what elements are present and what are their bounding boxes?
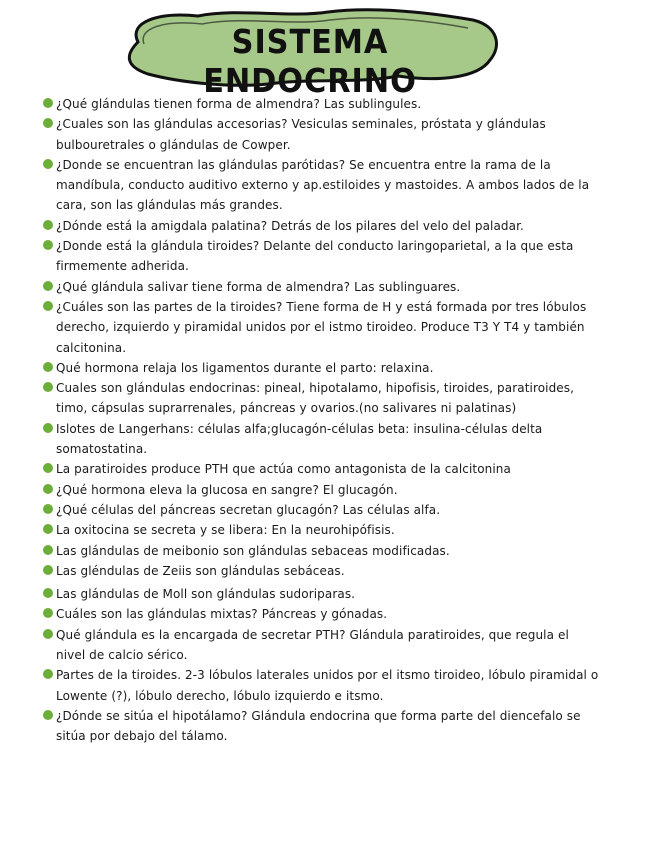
list-item <box>40 604 600 624</box>
note-text: Qué hormona relaja los ligamentos durante el parto: relaxina. <box>56 360 434 375</box>
bullet-dot-icon <box>43 220 53 230</box>
list-item <box>40 625 600 666</box>
bullet-dot-icon <box>43 423 53 433</box>
list-item <box>40 297 600 358</box>
note-text: ¿Dónde se sitúa el hipotálamo? Glándula endocrina que forma parte del diencefalo se sitúa por debajo del tálamo. <box>56 708 581 744</box>
bullet-dot-icon <box>43 608 53 618</box>
bullet-dot-icon <box>43 710 53 720</box>
note-text: Partes de la tiroides. 2-3 lóbulos laterales unidos por el itsmo tiroideo, lóbulo piramidal o Lowente (?), lóbulo derecho, lóbulo izquierdo e itsmo. <box>56 668 599 703</box>
list-item <box>40 706 600 747</box>
bullet-dot-icon <box>43 524 53 534</box>
bullet-dot-icon <box>43 588 53 598</box>
list-item <box>40 94 600 114</box>
list-item <box>40 277 600 297</box>
note-text: ¿Qué glándulas tienen forma de almendra? Las sublingules. <box>56 97 422 111</box>
list-item <box>40 520 600 540</box>
bullet-dot-icon <box>43 629 53 639</box>
bullet-dot-icon <box>43 301 53 311</box>
list-item <box>40 216 600 236</box>
bullet-dot-icon <box>43 281 53 291</box>
note-text: Las glándulas de meibonio son glándulas sebaceas modificadas. <box>56 543 450 558</box>
list-item <box>40 665 600 706</box>
note-text: ¿Donde se encuentran las glándulas parótidas? Se encuentra entre la rama de la mandíbula, conducto auditivo externo y ap.estiloides y mastoides. A ambos lados de la cara, son las glándulas más grandes. <box>56 157 590 213</box>
note-text: Qué glándula es la encargada de secretar PTH? Glándula paratiroides, que regula el nivel de calcio sérico. <box>56 627 569 663</box>
note-text: ¿Qué glándula salivar tiene forma de almendra? Las sublinguares. <box>56 279 461 294</box>
note-text: La paratiroides produce PTH que actúa como antagonista de la calcitonina <box>56 462 511 477</box>
list-item <box>40 114 600 155</box>
note-text: Cuáles son las glándulas mixtas? Páncreas y gónadas. <box>56 607 388 622</box>
list-item <box>40 155 600 216</box>
list-item <box>40 541 600 561</box>
list-item <box>40 378 600 419</box>
list-item <box>40 584 600 604</box>
list-item <box>40 500 600 520</box>
bullet-dot-icon <box>43 362 53 372</box>
bullet-dot-icon <box>43 240 53 250</box>
list-item <box>40 561 600 581</box>
bullet-dot-icon <box>43 484 53 494</box>
list-item <box>40 358 600 378</box>
note-text: ¿Cuáles son las partes de la tiroides? Tiene forma de H y está formada por tres lóbulos derecho, izquierdo y piramidal unidos por el istmo tiroideo. Produce T3 Y T4 y también calcitonina. <box>56 299 587 355</box>
note-text: ¿Qué hormona eleva la glucosa en sangre? El glucagón. <box>56 482 398 497</box>
bullet-dot-icon <box>43 159 53 169</box>
list-item <box>40 236 600 277</box>
bullet-dot-icon <box>43 565 53 575</box>
list-item <box>40 480 600 500</box>
note-text: ¿Cuales son las glándulas accesorias? Vesiculas seminales, próstata y glándulas bulbouretrales o glándulas de Cowper. <box>56 117 546 152</box>
notes-list <box>40 94 600 747</box>
note-text: ¿Qué células del páncreas secretan glucagón? Las células alfa. <box>56 502 441 517</box>
note-text: Las glándulas de Moll son glándulas sudoriparas. <box>56 587 356 602</box>
bullet-dot-icon <box>43 545 53 555</box>
bullet-dot-icon <box>43 382 53 392</box>
list-item <box>40 459 600 479</box>
title-banner <box>118 4 502 100</box>
note-text: ¿Dónde está la amigdala palatina? Detrás de los pilares del velo del paladar. <box>56 218 524 233</box>
note-text: La oxitocina se secreta y se libera: En la neurohipófisis. <box>56 523 395 538</box>
bullet-dot-icon <box>43 118 53 128</box>
note-text: Las gléndulas de Zeiis son glándulas sebáceas. <box>56 563 345 578</box>
note-text: Cuales son glándulas endocrinas: pineal, hipotalamo, hipofisis, tiroides, paratiroides, timo, cápsulas suprarrenales, páncreas y ovarios.(no salivares ni palatinas) <box>56 381 575 416</box>
bullet-dot-icon <box>43 463 53 473</box>
note-text: Islotes de Langerhans: células alfa;glucagón-células beta: insulina-células delta somatostatina. <box>56 421 543 457</box>
bullet-dot-icon <box>43 669 53 679</box>
bullet-dot-icon <box>43 98 53 108</box>
list-item <box>40 419 600 460</box>
note-text: ¿Donde está la glándula tiroides? Delante del conducto laringoparietal, a la que esta firmemente adherida. <box>56 239 574 274</box>
page-title: SISTEMA ENDOCRINO <box>203 22 417 100</box>
bullet-dot-icon <box>43 504 53 514</box>
